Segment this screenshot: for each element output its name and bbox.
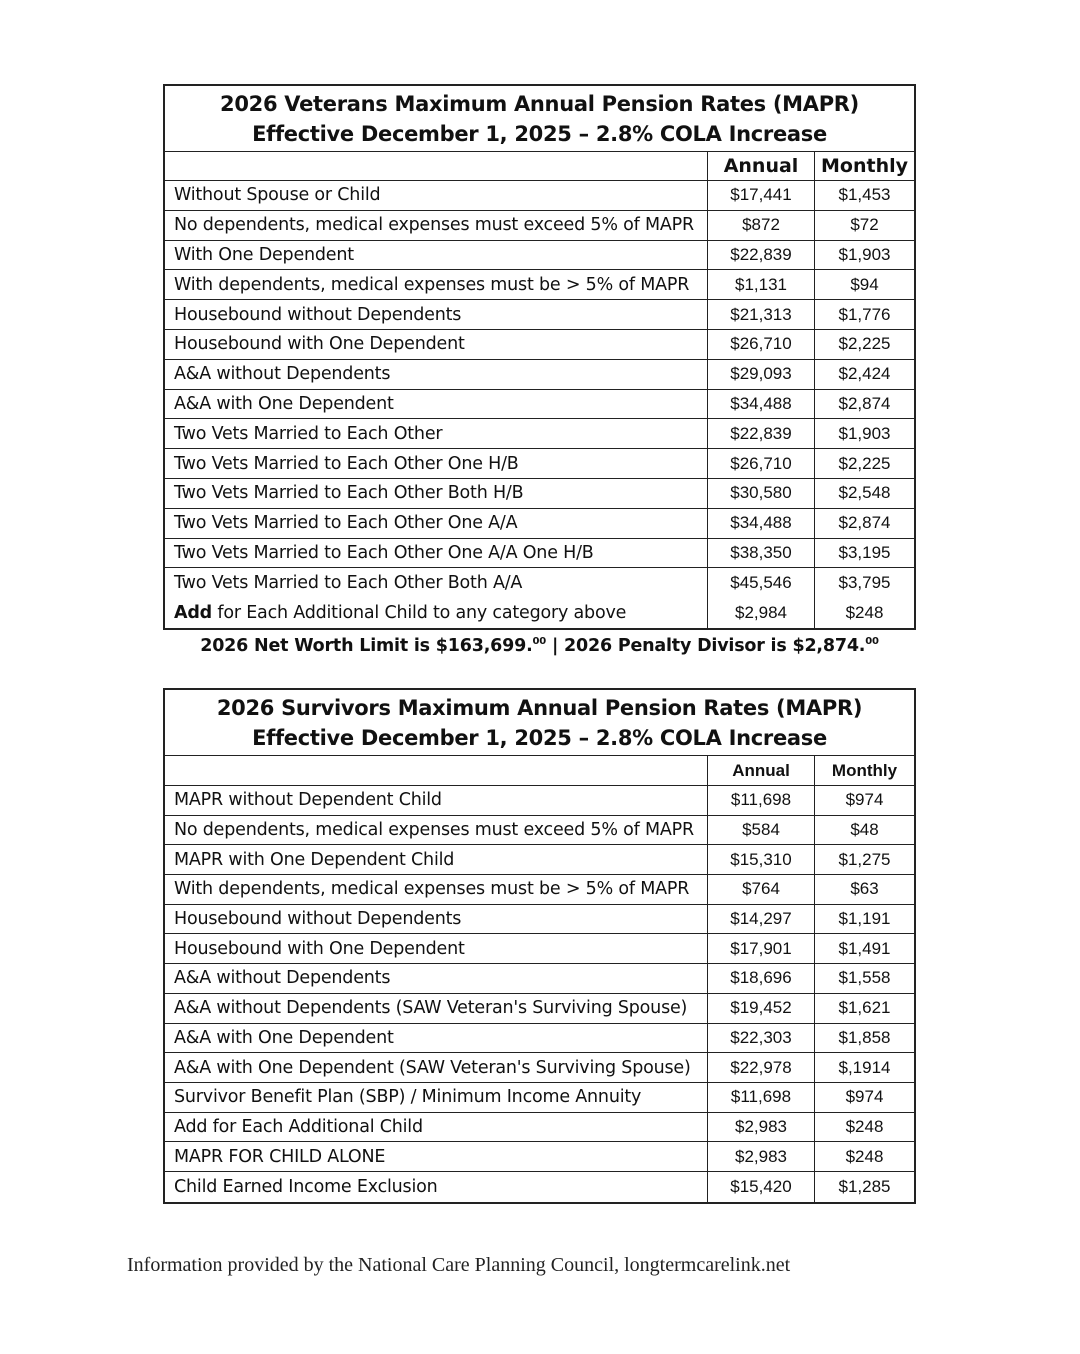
row-label: Two Vets Married to Each Other: [165, 419, 708, 448]
row-annual: $11,698: [708, 786, 815, 815]
row-annual: $19,452: [708, 994, 815, 1023]
row-monthly: $1,453: [838, 185, 891, 205]
row-annual: $34,488: [708, 509, 815, 538]
row-annual: $15,310: [708, 845, 815, 874]
row-annual: $872: [708, 211, 815, 240]
veterans-pension-table: [163, 84, 916, 630]
survivors-pension-table: [163, 688, 916, 1204]
row-label: Two Vets Married to Each Other One H/B: [165, 449, 708, 478]
row-annual: $2,984: [708, 598, 815, 628]
row-monthly: $248: [845, 603, 884, 623]
table-row: [165, 875, 914, 905]
row-monthly: $1,285: [838, 1176, 891, 1196]
table-row: [165, 509, 914, 539]
row-label: Housebound with One Dependent: [165, 330, 708, 359]
row-monthly: $974: [845, 790, 884, 810]
survivors-table-title: [165, 690, 914, 756]
row-annual: $22,303: [708, 1024, 815, 1053]
row-label: A&A without Dependents: [165, 360, 708, 389]
row-label: MAPR FOR CHILD ALONE: [165, 1142, 708, 1171]
table-row: [165, 330, 914, 360]
row-label: With One Dependent: [165, 241, 708, 270]
row-label: Survivor Benefit Plan (SBP) / Minimum Income Annuity: [165, 1083, 708, 1112]
table-row: [165, 1113, 914, 1143]
table-row: [165, 539, 914, 569]
row-monthly: $1,491: [838, 938, 891, 958]
row-label: Two Vets Married to Each Other One A/A: [165, 509, 708, 538]
row-monthly: $1,275: [838, 849, 891, 869]
table-row: [165, 994, 914, 1024]
table-row: [165, 181, 914, 211]
row-monthly: $1,191: [838, 909, 891, 929]
table-row: [165, 479, 914, 509]
row-label: Two Vets Married to Each Other Both A/A: [165, 568, 708, 598]
net-worth-text: 2026 Net Worth Limit is $163,699.: [200, 636, 533, 656]
row-annual: $34,488: [708, 390, 815, 419]
row-monthly: $2,225: [838, 334, 891, 354]
row-monthly: $248: [845, 1116, 884, 1136]
row-monthly: $1,858: [838, 1027, 891, 1047]
row-label: A&A with One Dependent (SAW Veteran's Surviving Spouse): [165, 1053, 708, 1082]
row-label: No dependents, medical expenses must exceed 5% of MAPR: [165, 211, 708, 240]
row-monthly: $3,195: [838, 542, 891, 562]
row-monthly: $72: [850, 215, 879, 235]
veterans-title-line1: 2026 Veterans Maximum Annual Pension Rates (MAPR): [220, 92, 859, 116]
table-row: [165, 241, 914, 271]
row-label: Add for Each Additional Child: [165, 1113, 708, 1142]
table-row: [165, 390, 914, 420]
row-monthly: $48: [850, 820, 879, 840]
row-monthly: $1,776: [838, 304, 891, 324]
row-monthly: $2,874: [838, 513, 891, 533]
net-worth-cents: 00: [532, 636, 547, 647]
row-annual: $17,901: [708, 934, 815, 963]
survivors-header-row: [165, 756, 914, 786]
add-label-rest: for Each Additional Child to any category above: [212, 603, 627, 624]
row-monthly: $1,903: [838, 244, 891, 264]
table-row: [165, 211, 914, 241]
row-label: Two Vets Married to Each Other One A/A One H/B: [165, 539, 708, 568]
header-annual: Annual: [708, 756, 815, 785]
row-label: Housebound without Dependents: [165, 905, 708, 934]
row-monthly: $63: [850, 879, 879, 899]
row-label: Two Vets Married to Each Other Both H/B: [165, 479, 708, 508]
row-annual: $18,696: [708, 964, 815, 993]
row-annual: $38,350: [708, 539, 815, 568]
survivors-title-line2: Effective December 1, 2025 – 2.8% COLA Increase: [252, 726, 827, 750]
table-row: [165, 964, 914, 994]
veterans-table-title: [165, 86, 914, 152]
row-annual: $26,710: [708, 330, 815, 359]
penalty-divisor-text: | 2026 Penalty Divisor is $2,874.: [546, 636, 866, 656]
row-label: A&A without Dependents (SAW Veteran's Surviving Spouse): [165, 994, 708, 1023]
row-annual: $22,839: [708, 241, 815, 270]
header-monthly: Monthly: [831, 760, 898, 780]
row-label: MAPR without Dependent Child: [165, 786, 708, 815]
row-monthly: $2,225: [838, 453, 891, 473]
row-annual: $1,131: [708, 270, 815, 299]
veterans-title-line2: Effective December 1, 2025 – 2.8% COLA Increase: [252, 122, 827, 146]
row-label: No dependents, medical expenses must exceed 5% of MAPR: [165, 816, 708, 845]
row-annual: $764: [708, 875, 815, 904]
add-bold-label: Add: [174, 603, 212, 624]
row-annual: $30,580: [708, 479, 815, 508]
header-label-cell: [165, 152, 708, 180]
table-row: [165, 598, 914, 628]
row-monthly: $3,795: [838, 573, 891, 593]
row-annual: $15,420: [708, 1172, 815, 1202]
row-monthly: $248: [845, 1146, 884, 1166]
row-label: Housebound with One Dependent: [165, 934, 708, 963]
header-label-cell: [165, 756, 708, 785]
row-annual: $14,297: [708, 905, 815, 934]
row-label: A&A with One Dependent: [165, 390, 708, 419]
row-annual: $45,546: [708, 568, 815, 598]
row-annual: $21,313: [708, 300, 815, 329]
row-annual: $2,983: [708, 1113, 815, 1142]
table-row: [165, 1024, 914, 1054]
row-monthly: $1,621: [838, 998, 891, 1018]
row-monthly: $1,903: [838, 423, 891, 443]
row-monthly: $94: [850, 274, 879, 294]
row-monthly: $2,424: [838, 364, 891, 384]
row-label: MAPR with One Dependent Child: [165, 845, 708, 874]
table-row: [165, 300, 914, 330]
table-row: [165, 1083, 914, 1113]
row-annual: $22,839: [708, 419, 815, 448]
table-row: [165, 845, 914, 875]
table-row: [165, 1172, 914, 1202]
table-row: [165, 360, 914, 390]
row-label: Child Earned Income Exclusion: [165, 1172, 708, 1202]
header-monthly: Monthly: [821, 155, 908, 177]
row-annual: $29,093: [708, 360, 815, 389]
row-monthly: $2,548: [838, 483, 891, 503]
row-annual: $11,698: [708, 1083, 815, 1112]
veterans-header-row: [165, 152, 914, 181]
row-label: With dependents, medical expenses must be > 5% of MAPR: [165, 875, 708, 904]
row-annual: $17,441: [708, 181, 815, 210]
table-row: [165, 419, 914, 449]
table-row: [165, 816, 914, 846]
row-label: [165, 598, 708, 628]
table-row: [165, 449, 914, 479]
table-row: [165, 1053, 914, 1083]
row-label: A&A without Dependents: [165, 964, 708, 993]
row-label: Without Spouse or Child: [165, 181, 708, 210]
row-annual: $584: [708, 816, 815, 845]
table-row: [165, 905, 914, 935]
table-row: [165, 568, 914, 598]
row-label: Housebound without Dependents: [165, 300, 708, 329]
table-row: [165, 934, 914, 964]
footer-source-note: Information provided by the National Care Planning Council, longtermcarelink.net: [127, 1254, 791, 1276]
row-label: A&A with One Dependent: [165, 1024, 708, 1053]
table-row: [165, 786, 914, 816]
row-annual: $26,710: [708, 449, 815, 478]
survivors-title-line1: 2026 Survivors Maximum Annual Pension Rates (MAPR): [216, 696, 863, 720]
penalty-divisor-cents: 00: [865, 636, 879, 647]
net-worth-limit-line: [163, 636, 916, 656]
row-label: With dependents, medical expenses must be > 5% of MAPR: [165, 270, 708, 299]
table-row: [165, 270, 914, 300]
row-annual: $2,983: [708, 1142, 815, 1171]
row-monthly: $974: [845, 1087, 884, 1107]
table-row: [165, 1142, 914, 1172]
row-monthly: $1,558: [838, 968, 891, 988]
row-monthly: $2,874: [838, 393, 891, 413]
row-monthly: $,1914: [838, 1057, 891, 1077]
row-annual: $22,978: [708, 1053, 815, 1082]
header-annual: Annual: [708, 152, 815, 180]
